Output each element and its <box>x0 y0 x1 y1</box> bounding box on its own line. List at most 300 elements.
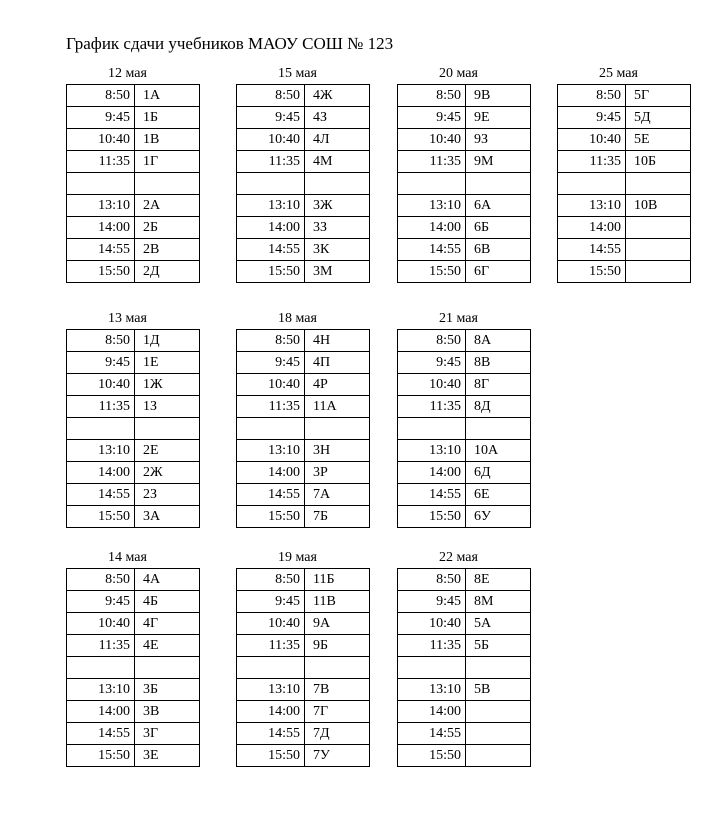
time-cell: 13:10 <box>237 195 305 217</box>
time-cell: 13:10 <box>237 440 305 462</box>
class-cell: 3Н <box>305 440 370 462</box>
table-row <box>237 374 370 396</box>
table-row <box>237 635 370 657</box>
schedule-table <box>397 568 531 767</box>
class-cell <box>305 173 370 195</box>
table-row <box>398 701 531 723</box>
table-row <box>398 195 531 217</box>
class-cell <box>466 173 531 195</box>
day-date: 21 мая <box>439 311 478 326</box>
table-row <box>67 217 200 239</box>
table-row <box>237 173 370 195</box>
class-cell: 9А <box>305 613 370 635</box>
time-cell: 15:50 <box>558 261 626 283</box>
table-row <box>558 261 691 283</box>
table-row <box>558 85 691 107</box>
day-schedule <box>236 309 359 528</box>
class-cell <box>466 723 531 745</box>
time-cell: 11:35 <box>237 151 305 173</box>
table-row <box>398 635 531 657</box>
table-row <box>558 217 691 239</box>
table-row <box>398 239 531 261</box>
table-row <box>398 261 531 283</box>
class-cell: 3Ж <box>305 195 370 217</box>
time-cell: 14:00 <box>398 701 466 723</box>
table-row <box>237 462 370 484</box>
table-row <box>67 484 200 506</box>
time-cell: 11:35 <box>67 396 135 418</box>
day-schedule <box>236 64 359 283</box>
table-row <box>237 261 370 283</box>
time-cell: 14:00 <box>237 217 305 239</box>
table-row <box>237 330 370 352</box>
table-row <box>398 173 531 195</box>
class-cell <box>626 173 691 195</box>
time-cell: 10:40 <box>237 129 305 151</box>
time-cell: 8:50 <box>67 85 135 107</box>
table-row <box>237 657 370 679</box>
table-row <box>398 613 531 635</box>
table-row <box>237 745 370 767</box>
table-row <box>237 239 370 261</box>
table-row <box>237 723 370 745</box>
table-row <box>558 195 691 217</box>
table-row <box>67 239 200 261</box>
time-cell: 8:50 <box>398 85 466 107</box>
schedule-table <box>66 84 200 283</box>
table-row <box>237 701 370 723</box>
time-cell: 14:55 <box>67 484 135 506</box>
time-cell: 13:10 <box>237 679 305 701</box>
time-cell: 14:00 <box>67 217 135 239</box>
class-cell: 6А <box>466 195 531 217</box>
day-schedule <box>66 309 189 528</box>
class-cell: 1Б <box>135 107 200 129</box>
class-cell: 6Д <box>466 462 531 484</box>
class-cell: 4Б <box>135 591 200 613</box>
class-cell: 4М <box>305 151 370 173</box>
time-cell: 8:50 <box>237 330 305 352</box>
table-row <box>67 195 200 217</box>
schedule-table <box>66 329 200 528</box>
class-cell <box>626 217 691 239</box>
time-cell <box>237 173 305 195</box>
time-cell <box>398 418 466 440</box>
day-date: 19 мая <box>278 550 317 565</box>
time-cell: 11:35 <box>398 151 466 173</box>
table-row <box>398 440 531 462</box>
time-cell: 14:00 <box>237 462 305 484</box>
class-cell <box>466 418 531 440</box>
time-cell <box>67 418 135 440</box>
class-cell: 8А <box>466 330 531 352</box>
table-row <box>558 239 691 261</box>
time-cell: 11:35 <box>558 151 626 173</box>
time-cell: 9:45 <box>237 591 305 613</box>
time-cell: 11:35 <box>398 396 466 418</box>
time-cell: 10:40 <box>67 374 135 396</box>
time-cell: 10:40 <box>237 374 305 396</box>
time-cell: 9:45 <box>237 352 305 374</box>
schedule-table <box>397 329 531 528</box>
table-row <box>67 352 200 374</box>
time-cell: 15:50 <box>237 261 305 283</box>
table-row <box>67 635 200 657</box>
class-cell: 3К <box>305 239 370 261</box>
class-cell: 5Д <box>626 107 691 129</box>
time-cell: 11:35 <box>67 635 135 657</box>
table-row <box>67 613 200 635</box>
class-cell: 4З <box>305 107 370 129</box>
time-cell <box>398 657 466 679</box>
class-cell: 4Г <box>135 613 200 635</box>
table-row <box>398 418 531 440</box>
time-cell: 14:00 <box>398 462 466 484</box>
table-row <box>237 85 370 107</box>
table-row <box>398 374 531 396</box>
day-schedule <box>557 64 680 283</box>
table-row <box>398 107 531 129</box>
time-cell: 9:45 <box>237 107 305 129</box>
day-date: 13 мая <box>108 311 147 326</box>
class-cell: 1Е <box>135 352 200 374</box>
class-cell: 6В <box>466 239 531 261</box>
table-row <box>237 151 370 173</box>
time-cell: 14:55 <box>67 723 135 745</box>
time-cell: 15:50 <box>237 506 305 528</box>
time-cell: 14:55 <box>237 239 305 261</box>
day-date: 15 мая <box>278 66 317 81</box>
schedule-table <box>236 84 370 283</box>
time-cell: 9:45 <box>398 107 466 129</box>
schedule-table <box>236 329 370 528</box>
table-row <box>398 217 531 239</box>
table-row <box>67 173 200 195</box>
time-cell <box>398 173 466 195</box>
day-schedule <box>66 64 189 283</box>
time-cell: 10:40 <box>237 613 305 635</box>
table-row <box>558 151 691 173</box>
time-cell: 8:50 <box>398 330 466 352</box>
time-cell: 13:10 <box>398 195 466 217</box>
table-row <box>398 129 531 151</box>
table-row <box>67 679 200 701</box>
day-date: 14 мая <box>108 550 147 565</box>
day-date: 20 мая <box>439 66 478 81</box>
class-cell: 11В <box>305 591 370 613</box>
class-cell: 1Д <box>135 330 200 352</box>
class-cell: 2Б <box>135 217 200 239</box>
time-cell: 8:50 <box>237 569 305 591</box>
table-row <box>237 679 370 701</box>
table-row <box>67 151 200 173</box>
class-cell: 9М <box>466 151 531 173</box>
table-row <box>398 462 531 484</box>
table-row <box>558 129 691 151</box>
class-cell: 5Е <box>626 129 691 151</box>
time-cell <box>237 657 305 679</box>
table-row <box>398 352 531 374</box>
table-row <box>237 484 370 506</box>
table-row <box>237 506 370 528</box>
class-cell <box>305 418 370 440</box>
table-row <box>67 396 200 418</box>
table-row <box>237 418 370 440</box>
schedule-table <box>236 568 370 767</box>
table-row <box>398 657 531 679</box>
time-cell: 9:45 <box>398 352 466 374</box>
table-row <box>237 107 370 129</box>
class-cell: 5А <box>466 613 531 635</box>
time-cell: 8:50 <box>67 330 135 352</box>
table-row <box>67 462 200 484</box>
table-row <box>398 723 531 745</box>
time-cell: 15:50 <box>398 261 466 283</box>
table-row <box>558 107 691 129</box>
time-cell: 15:50 <box>398 506 466 528</box>
table-row <box>558 173 691 195</box>
day-schedule <box>397 64 520 283</box>
class-cell: 7Д <box>305 723 370 745</box>
table-row <box>398 396 531 418</box>
day-schedule <box>397 548 520 767</box>
class-cell <box>305 657 370 679</box>
table-row <box>67 440 200 462</box>
class-cell <box>466 701 531 723</box>
class-cell: 3А <box>135 506 200 528</box>
class-cell <box>626 261 691 283</box>
time-cell: 14:55 <box>237 723 305 745</box>
class-cell <box>135 657 200 679</box>
class-cell: 5Г <box>626 85 691 107</box>
time-cell: 10:40 <box>67 613 135 635</box>
class-cell: 9Б <box>305 635 370 657</box>
day-schedule <box>236 548 359 767</box>
class-cell: 9Е <box>466 107 531 129</box>
time-cell <box>67 657 135 679</box>
time-cell: 10:40 <box>398 374 466 396</box>
class-cell: 4Н <box>305 330 370 352</box>
class-cell: 4Ж <box>305 85 370 107</box>
table-row <box>67 745 200 767</box>
class-cell: 2В <box>135 239 200 261</box>
table-row <box>398 484 531 506</box>
time-cell: 14:00 <box>67 701 135 723</box>
schedule-table <box>66 568 200 767</box>
class-cell: 10А <box>466 440 531 462</box>
time-cell: 15:50 <box>237 745 305 767</box>
class-cell: 2Д <box>135 261 200 283</box>
schedule-table <box>557 84 691 283</box>
class-cell: 4Е <box>135 635 200 657</box>
class-cell: 11Б <box>305 569 370 591</box>
class-cell: 1З <box>135 396 200 418</box>
table-row <box>398 569 531 591</box>
class-cell <box>466 745 531 767</box>
class-cell: 7В <box>305 679 370 701</box>
time-cell: 13:10 <box>398 679 466 701</box>
time-cell: 8:50 <box>558 85 626 107</box>
class-cell: 2А <box>135 195 200 217</box>
class-cell: 5Б <box>466 635 531 657</box>
time-cell: 14:55 <box>398 239 466 261</box>
class-cell: 10В <box>626 195 691 217</box>
time-cell: 10:40 <box>398 129 466 151</box>
table-row <box>237 129 370 151</box>
class-cell: 4П <box>305 352 370 374</box>
class-cell: 8В <box>466 352 531 374</box>
class-cell: 8М <box>466 591 531 613</box>
time-cell: 15:50 <box>67 506 135 528</box>
table-row <box>398 151 531 173</box>
class-cell: 3Е <box>135 745 200 767</box>
table-row <box>237 217 370 239</box>
time-cell: 10:40 <box>67 129 135 151</box>
time-cell: 14:55 <box>398 723 466 745</box>
class-cell: 3Г <box>135 723 200 745</box>
time-cell: 14:00 <box>67 462 135 484</box>
class-cell: 4А <box>135 569 200 591</box>
class-cell: 4Р <box>305 374 370 396</box>
class-cell: 8Д <box>466 396 531 418</box>
time-cell <box>237 418 305 440</box>
time-cell: 8:50 <box>67 569 135 591</box>
day-schedule <box>397 309 520 528</box>
time-cell: 11:35 <box>398 635 466 657</box>
class-cell: 9З <box>466 129 531 151</box>
table-row <box>237 591 370 613</box>
time-cell: 14:55 <box>67 239 135 261</box>
class-cell <box>466 657 531 679</box>
table-row <box>67 85 200 107</box>
page-title: График сдачи учебников МАОУ СОШ № 123 <box>66 34 394 53</box>
time-cell: 8:50 <box>237 85 305 107</box>
class-cell <box>135 173 200 195</box>
class-cell: 2З <box>135 484 200 506</box>
time-cell: 10:40 <box>398 613 466 635</box>
class-cell <box>626 239 691 261</box>
table-row <box>237 440 370 462</box>
time-cell: 9:45 <box>398 591 466 613</box>
table-row <box>237 352 370 374</box>
day-date: 12 мая <box>108 66 147 81</box>
class-cell: 10Б <box>626 151 691 173</box>
time-cell: 11:35 <box>237 635 305 657</box>
table-row <box>398 85 531 107</box>
class-cell: 4Л <box>305 129 370 151</box>
table-row <box>237 195 370 217</box>
class-cell: 3Р <box>305 462 370 484</box>
time-cell: 11:35 <box>237 396 305 418</box>
time-cell: 11:35 <box>67 151 135 173</box>
time-cell: 9:45 <box>558 107 626 129</box>
time-cell: 8:50 <box>398 569 466 591</box>
table-row <box>398 591 531 613</box>
class-cell: 8Г <box>466 374 531 396</box>
table-row <box>67 374 200 396</box>
class-cell: 1Ж <box>135 374 200 396</box>
table-row <box>67 591 200 613</box>
day-schedule <box>66 548 189 767</box>
table-row <box>237 569 370 591</box>
table-row <box>67 261 200 283</box>
class-cell: 8Е <box>466 569 531 591</box>
class-cell: 7А <box>305 484 370 506</box>
time-cell: 13:10 <box>67 440 135 462</box>
table-row <box>67 107 200 129</box>
class-cell: 1Г <box>135 151 200 173</box>
class-cell: 1В <box>135 129 200 151</box>
time-cell <box>67 173 135 195</box>
table-row <box>67 418 200 440</box>
table-row <box>67 657 200 679</box>
time-cell: 14:00 <box>558 217 626 239</box>
class-cell: 11А <box>305 396 370 418</box>
table-row <box>237 396 370 418</box>
time-cell: 15:50 <box>67 261 135 283</box>
class-cell: 7Г <box>305 701 370 723</box>
time-cell: 14:00 <box>398 217 466 239</box>
class-cell: 3З <box>305 217 370 239</box>
time-cell: 15:50 <box>398 745 466 767</box>
time-cell: 14:55 <box>558 239 626 261</box>
table-row <box>67 330 200 352</box>
time-cell: 14:55 <box>237 484 305 506</box>
table-row <box>67 506 200 528</box>
time-cell: 9:45 <box>67 107 135 129</box>
class-cell: 6Б <box>466 217 531 239</box>
class-cell: 2Е <box>135 440 200 462</box>
time-cell: 14:55 <box>398 484 466 506</box>
time-cell: 10:40 <box>558 129 626 151</box>
table-row <box>398 330 531 352</box>
time-cell: 13:10 <box>558 195 626 217</box>
time-cell: 13:10 <box>398 440 466 462</box>
table-row <box>67 569 200 591</box>
table-row <box>398 506 531 528</box>
day-date: 25 мая <box>599 66 638 81</box>
class-cell: 6У <box>466 506 531 528</box>
time-cell: 13:10 <box>67 679 135 701</box>
class-cell: 5В <box>466 679 531 701</box>
time-cell: 9:45 <box>67 352 135 374</box>
time-cell: 15:50 <box>67 745 135 767</box>
class-cell: 7У <box>305 745 370 767</box>
table-row <box>398 679 531 701</box>
schedule-table <box>397 84 531 283</box>
time-cell: 14:00 <box>237 701 305 723</box>
class-cell: 6Е <box>466 484 531 506</box>
class-cell: 1А <box>135 85 200 107</box>
class-cell: 6Г <box>466 261 531 283</box>
time-cell: 13:10 <box>67 195 135 217</box>
time-cell: 9:45 <box>67 591 135 613</box>
day-date: 22 мая <box>439 550 478 565</box>
class-cell <box>135 418 200 440</box>
day-date: 18 мая <box>278 311 317 326</box>
class-cell: 3В <box>135 701 200 723</box>
time-cell <box>558 173 626 195</box>
class-cell: 3М <box>305 261 370 283</box>
class-cell: 9В <box>466 85 531 107</box>
class-cell: 2Ж <box>135 462 200 484</box>
class-cell: 3Б <box>135 679 200 701</box>
table-row <box>398 745 531 767</box>
class-cell: 7Б <box>305 506 370 528</box>
table-row <box>67 723 200 745</box>
table-row <box>67 701 200 723</box>
table-row <box>67 129 200 151</box>
